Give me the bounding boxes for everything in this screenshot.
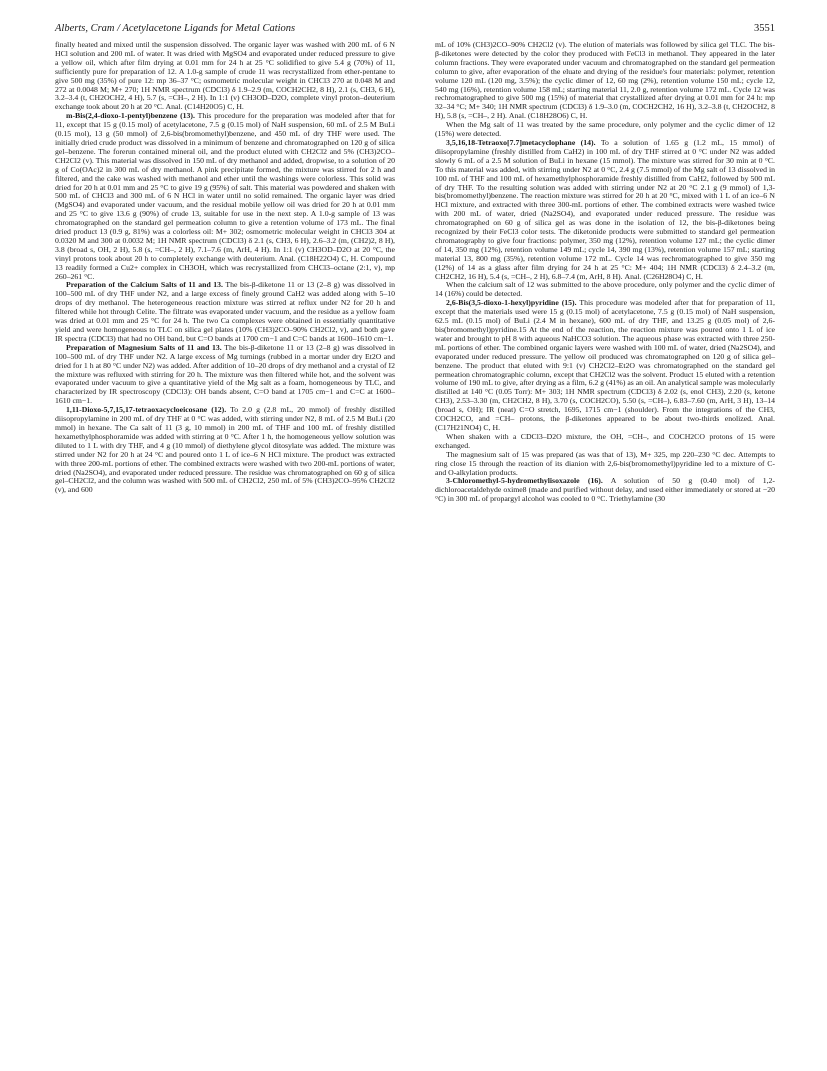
paragraph: When shaken with a CDCl3–D2O mixture, the OH, =CH–, and COCH2CO protons of 15 were exchanged. <box>435 431 775 450</box>
paragraph: mL of 10% (CH3)2CO–90% CH2Cl2 (v). The elution of materials was followed by silica gel TLC. The bis-β-diketones were detected by the color they produced with FeCl3 in methanol. They appeared in the later column fractions. They were evaporated under vacuum and chromatographed on the standard gel permeation column to give, after evaporation of the eluate and drying of the residue's four materials: polymer, retention volume 120 mL (120 mg, 3.5%); the cyclic dimer of 12, 60 mg (2%), retention volume 150 mL; cycle 12, 540 mg (16%), retention volume 158 mL; starting material 11, 2.0 g, retention volume 172 mL. Cycle 12 was rechromatographed to give 500 mg (15%) of material that crystallized after drying at 0.01 mm for 24 h: mp 32–34 °C; M+ 340; 1H NMR spectrum (CDCl3) δ 1.9–3.0 (m, COCH2CH2, 16 H), 3.2–3.8 (t, CH2OCH2, 8 H), 5.8 (s, =CH–, 2 H). Anal. (C18H28O6) C, H. <box>435 40 775 121</box>
section-heading: 3-Chloromethyl-5-hydromethylisoxazole (16). <box>446 476 603 486</box>
paragraph: When the calcium salt of 12 was submitted to the above procedure, only polymer and the cyclic dimer of 14 (16%) could be detected. <box>435 280 775 299</box>
section-heading: 1,11-Dioxo-5,7,15,17-tetraoxacycloeicosane (12). <box>66 405 227 415</box>
running-title: Alberts, Cram / Acetylacetone Ligands for Metal Cations <box>55 23 296 34</box>
paragraph: 2,6-Bis(3,5-dioxo-1-hexyl)pyridine (15). This procedure was modeled after that for preparation of 11, except that the materials used were 15 g (0.15 mol) of acetylacetone, 7.5 g (0.15 mol) of NaH suspension, 62.5 mL (0.15 mol) of BuLi (2.4 M in hexane), 600 mL of dry THF, and 13.25 g (0.05 mol) of 2,6-bis(bromomethyl)pyridine.15 At the end of the reaction, the reaction mixture was poured onto 1 L of ice water and brought to pH 8 with aqueous NaHCO3 solution. The aqueous phase was extracted with three 250-mL portions of ether. The combined organic layers were washed with 100 mL of water, dried (Na2SO4), and evaporated under reduced pressure. The yellow oil produced was chromatographed on 120 g of silica gel–benzene. The product that eluted with 9:1 (v) CH2Cl2–Et2O was chromatographed on the standard gel permeation chromatographic column, except that CH2Cl2 was the solvent. Product 15 eluted with a retention volume of 190 mL to give, after drying as a film, 6.2 g (41%) as an oil. An analytical sample was molecularly distilled at 140 °C (0.05 Torr): M+ 303; 1H NMR spectrum (CDCl3) δ 2.02 (s, enol CH3), 2.20 (s, ketone CH3), 2.53–3.30 (m, CH2CH2, 8 H), 3.70 (s, COCH2CO), 5.50 (s, =CH–), 6.83–7.60 (m, ArH, 3 H), 13–14 (broad s, OH); IR (neat) C=O stretch, 1695, 1715 cm−1 (shoulder). From the integrations of the CH3, COCH2CO, and =CH– protons, the β-diketones appeared to be about two-thirds enolized. Anal. (C17H21NO4) C, H. <box>435 298 775 432</box>
page-number: 3551 <box>754 23 775 34</box>
paragraph: 3-Chloromethyl-5-hydromethylisoxazole (16). A solution of 50 g (0.40 mol) of 1,2-dichloroacetaldehyde oxime8 (made and purified without delay, and used either immediately or stored at −20 °C) in 300 mL of propargyl alcohol was cooled to 0 °C. Triethylamine (30 <box>435 476 775 504</box>
paragraph: Preparation of Magnesium Salts of 11 and 13. The bis-β-diketone 11 or 13 (2–8 g) was dissolved in 100–500 mL of dry THF under N2. A large excess of Mg turnings (rubbed in a mortar under dry Et2O and dried for 1 h at 80 °C under N2) was added. After addition of 10–20 drops of dry methanol and a crystal of I2 the mixture was refluxed with stirring for 20 h. The mixture was then filtered while hot, and the solvent was evaporated under vacuum to give a quantitative yield of the Mg salt as a foam, homogeneous by TLC, and characterized by IR spectroscopy (CDCl3): OH bands absent, C=O band at 1705 cm−1 and C=C at 1600–1610 cm−1. <box>55 342 395 406</box>
section-heading: Preparation of the Calcium Salts of 11 and 13. <box>66 280 223 290</box>
section-heading: m-Bis(2,4-dioxo-1-pentyl)benzene (13). <box>66 111 195 121</box>
paragraph: m-Bis(2,4-dioxo-1-pentyl)benzene (13). This procedure for the preparation was modeled after that for 11, except that 15 g (0.15 mol) of acetylacetone, 7.5 g (0.15 mol) of NaH suspension, 60 mL of 2.5 M BuLi (0.15 mol), 13 g (50 mmol) of 2,6-bis(bromomethyl)benzene, and 450 mL of dry THF were used. The initially dried crude product was dissolved in a minimum of benzene and chromatographed on 120 g of silica gel–benzene. The forerun contained mineral oil, and the product eluted with CH2Cl2 and 5% (CH3)2CO–CH2Cl2 (v). This material was dissolved in 150 mL of dry methanol and added, dropwise, to a solution of 20 g of Co(OAc)2 in 300 mL of dry methanol. A pink precipitate formed, the mixture was stirred for 2 h and filtered, and the cake was washed with methanol and ether until the washings were colorless. This solid was dried for 20 h at 0.01 mm and 25 °C to give 19 g (95%) of salt. This material was powdered and shaken with 500 mL of CHCl3 and 300 mL of 6 N HCl in water until no solid remained. The organic layer was dried (MgSO4) and evaporated under vacuum, and the residual mobile yellow oil was dried for 20 h at 0.01 mm and 25 °C to give 13.6 g (90%) of crude 13, suitable for use in the next step. A 1.0-g sample of 13 was chromatographed on the standard gel permeation column to give a retention volume of 173 mL. The final dried product 13 (0.9 g, 81%) was a colorless oil: M+ 302; osmometric molecular weight in CHCl3 304 at 0.0320 M and 300 at 0.0032 M; 1H NMR spectrum (CDCl3) δ 2.1 (s, CH3, 6 H), 2.6–3.2 (m, (CH2)2, 8 H), 3.8 (broad s, OH, 2 H), 5.8 (s, =CH–, 2 H), 7.1–7.6 (m, ArH, 4 H). In 1:1 (v) CH3OD–D2O at 20 °C, the vinyl protons took about 20 h to completely exchange with deuterium. Anal. (C18H22O4) C, H. Compound 13 readily formed a Cu2+ complex in CH3OH, which was recrystallized from CHCl3–octane (2:1, v), mp 260–261 °C. <box>55 111 395 281</box>
paragraph: finally heated and mixed until the suspension dissolved. The organic layer was washed with 200 mL of 6 N HCl solution and 200 mL of water. It was dried with MgSO4 and evaporated under reduced pressure to give a yellow oil, which after film drying at 0.01 mm for 24 h at 25 °C solidified to give 5.4 g (70%) of 11, sufficiently pure for preparation of 12. A 1.0-g sample of crude 11 was recrystallized from ether-pentane to give 500 mg (35%) of pure 12: mp 36–37 °C; osmometric molecular weight in CHCl3 270 at 0.048 M and 272 at 0.0048 M; M+ 270; 1H NMR spectrum (CDCl3) δ 1.9–2.9 (m, COCH2CH2, 8 H), 2.1 (s, CH3, 6 H), 3.2–3.4 (t, CH2OCH2, 4 H), 5.7 (s, =CH–, 2 H). In 1:1 (v) CH3OD–D2O, complete vinyl proton–deuterium exchange took about 20 h at 20 °C. Anal. (C14H20O5) C, H. <box>55 40 395 112</box>
right-column <box>435 41 775 504</box>
section-heading: 2,6-Bis(3,5-dioxo-1-hexyl)pyridine (15). <box>446 298 577 308</box>
paragraph: 3,5,16,18-Tetraoxo[7.7]metacyclophane (14). To a solution of 1.65 g (1.2 mL, 15 mmol) of diisopropylamine (freshly distilled from CaH2) in 100 mL of dry THF stirred at 0 °C under N2 was added slowly 6 mL of a 2.5 M solution of BuLi in hexane (15 mmol). The mixture was stirred for 30 min at 0 °C. To this material was added, with stirring under N2 at 0 °C, 2.4 g (7.5 mmol) of the Mg salt of 13 dissolved in 100 mL of THF and 100 mL of hexamethylphosphoramide freshly distilled from CaH2, followed by 500 mL of dry THF. To the resulting solution was added with stirring under N2 at 20 °C 2.1 g (9 mmol) of 1,3-bis(bromomethyl)benzene. The reaction mixture was stirred for 20 h at 20 °C, mixed with 1 L of an ice–6 N HCl mixture, and extracted with three 300-mL portions of ether. The combined extracts were washed twice with 200 mL of water, dried (Na2SO4), and evaporated under reduced pressure. The residue was chromatographed on 60 g of silica gel as was done in the isolation of 12, the bis-β-diketones being recognized by their FeCl3 color tests. The diketonide products were submitted to standard gel permeation chromatography to give four fractions: polymer, 350 mg (12%), retention volume 127 mL; the cyclic dimer of 14, 350 mg (12%), retention volume 149 mL; cycle 14, 390 mg (13%), retention volume 157 mL; starting material 13, 800 mg (35%), retention volume 172 mL. Cycle 14 was rechromatographed to give 350 mg (12%) of 14 as a glass after film drying for 24 h at 25 °C: M+ 404; 1H NMR (CDCl3) δ 2.4–3.2 (m, CH2CH2, 16 H), 5.4 (s, =CH–, 2 H), 6.8–7.4 (m, ArH, 8 H). Anal. (C26H28O4) C, H. <box>435 137 775 281</box>
paragraph: Preparation of the Calcium Salts of 11 and 13. The bis-β-diketone 11 or 13 (2–8 g) was dissolved in 100–500 mL of dry THF under N2, and a large excess of finely ground CaH2 was added along with 5–10 drops of dry methanol. The heterogeneous reaction mixture was stirred at reflux under N2 for 20 h and filtered while hot through Celite. The filtrate was evaporated under vacuum, and the residue as a yellow foam was dried at 0.01 mm and 25 °C for 24 h. The two Ca complexes were obtained in essentially quantitative yield and were homogeneous to TLC on silica gel plates (10% (CH3)2CO–90% CH2Cl2, v), and both gave IR spectra (CDCl3) that had no OH band, but C=O bands at 1700 cm−1 and C=C bands at 1600–1610 cm−1. <box>55 280 395 343</box>
paragraph: 1,11-Dioxo-5,7,15,17-tetraoxacycloeicosane (12). To 2.0 g (2.8 mL, 20 mmol) of freshly distilled diisopropylamine in 200 mL of dry THF at 0 °C was added, with stirring under N2, 8 mL of 2.5 M BuLi (20 mmol) in hexane. The Ca salt of 11 (3 g, 10 mmol) in 200 mL of THF and 100 mL of freshly distilled hexamethylphosphoramide was added with stirring at 0 °C. After 1 h, the homogeneous yellow solution was diluted to 1 L with dry THF, and 4 g (10 mmol) of diethylene glycol ditosylate was added. The mixture was stirred under N2 for 20 h at 24 °C and poured onto 1 L of ice–6 N HCl mixture. The product was extracted with three 200-mL portions of ether. The combined extracts were washed with two 200-mL portions of water, dried (Na2SO4), and evaporated under reduced pressure. The residue was chromatographed on 60 g of silica gel–CH2Cl2, and the column was washed with 500 mL of CH2Cl2, 250 mL of 5% (CH3)2CO–95% CH2Cl2 (v), and 600 <box>55 405 395 495</box>
section-heading: Preparation of Magnesium Salts of 11 and 13. <box>66 342 222 352</box>
left-column <box>55 41 395 495</box>
running-header <box>55 23 775 37</box>
paragraph: The magnesium salt of 15 was prepared (as was that of 13), M+ 325, mp 220–230 °C dec. Attempts to ring close 15 through the reaction of its dianion with 2,6-bis(bromomethyl)pyridine led to a mixture of C- and O-alkylation products. <box>435 449 775 477</box>
paragraph: When the Mg salt of 11 was treated by the same procedure, only polymer and the cyclic dimer of 12 (15%) were detected. <box>435 120 775 139</box>
section-heading: 3,5,16,18-Tetraoxo[7.7]metacyclophane (14). <box>446 137 596 147</box>
